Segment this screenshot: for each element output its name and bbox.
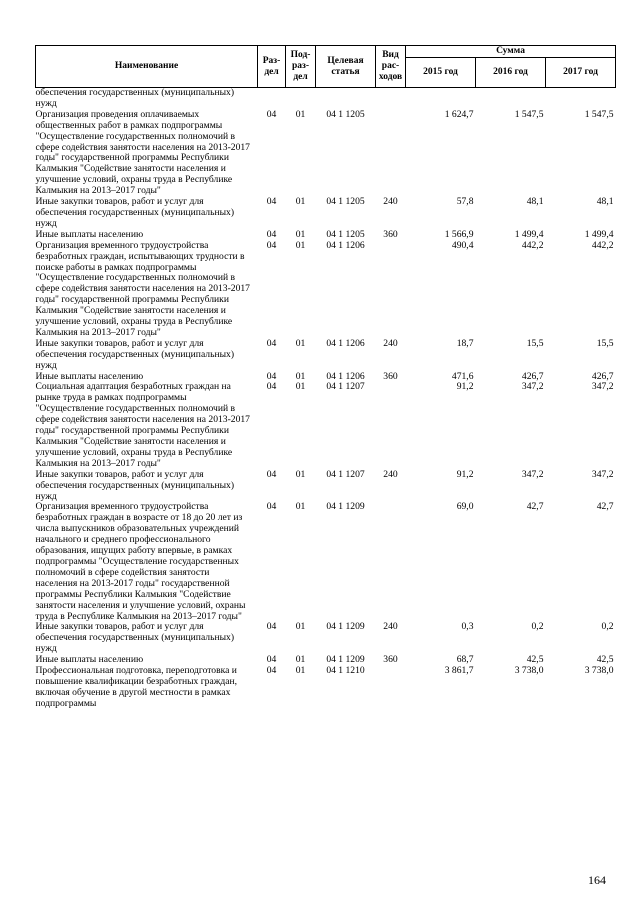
row-name-cell: Иные закупки товаров, работ и услуг для обеспечения государственных (муниципальных) нужд	[35, 468, 235, 502]
row-2015-cell: 1 624,7	[444, 108, 474, 120]
row-2017-cell: 42,7	[596, 501, 614, 513]
header-2016: 2016 год	[476, 58, 546, 88]
row-name-cell: Организация временного трудоустройства безработных граждан в возрасте от 18 до 20 лет из числа выпускников образовательных учреждений начального и среднего профессионального образования, ищущих работу впервые, в рамках подпрограммы "Осуществление государственных полномочий в сфере содействия занятости населения на 2013-2017 годы" государственной программы Республики Калмыкия "Содействие занятости населения и улучшение условий, охраны труда в Республике Калмыкия на 2013–2017 годы"	[35, 501, 246, 622]
row-2015-cell: 69,0	[456, 501, 474, 513]
row-2016-cell: 442,2	[521, 239, 544, 251]
row-section-cell: 04	[266, 654, 277, 666]
row-name-cell: Иные выплаты населению	[35, 654, 144, 666]
row-subsection-cell: 01	[295, 501, 306, 513]
row-expense-type-cell: 360	[383, 228, 398, 240]
row-section-cell: 04	[266, 665, 277, 677]
row-expense-type-cell: 240	[383, 621, 398, 633]
row-2015-cell: 471,6	[451, 370, 474, 382]
row-2016-cell: 42,5	[526, 654, 544, 666]
row-2015-cell: 0,3	[461, 621, 474, 633]
row-expense-type-cell: 240	[383, 468, 398, 480]
row-subsection-cell: 01	[295, 381, 306, 393]
row-expense-type-cell	[376, 88, 406, 110]
header-2017: 2017 год	[546, 58, 616, 88]
row-2016-cell: 347,2	[521, 381, 544, 393]
table-row	[36, 88, 616, 110]
table-row	[36, 470, 616, 503]
row-section-cell	[258, 88, 286, 110]
row-name-cell: Иные закупки товаров, работ и услуг для обеспечения государственных (муниципальных) нужд	[35, 621, 235, 655]
row-name-cell: Иные выплаты населению	[35, 370, 144, 382]
header-target	[316, 46, 376, 88]
row-target-cell: 04 1 1209	[326, 654, 365, 666]
row-2016-cell: 15,5	[526, 337, 544, 349]
row-2017-cell: 442,2	[591, 239, 614, 251]
header-expense-type	[376, 46, 406, 88]
row-2016-cell: 48,1	[526, 196, 544, 208]
row-name-cell: Иные выплаты населению	[35, 228, 144, 240]
row-target-cell: 04 1 1209	[326, 621, 365, 633]
header-target-text: Целевая статья	[327, 55, 364, 77]
table-body	[36, 88, 616, 710]
row-2017-cell	[546, 88, 616, 110]
row-expense-type-cell	[376, 382, 406, 469]
row-expense-type-cell: 240	[383, 196, 398, 208]
header-section	[258, 46, 286, 88]
header-subsection	[286, 46, 316, 88]
row-2015-cell: 490,4	[451, 239, 474, 251]
row-expense-type-cell	[376, 241, 406, 339]
row-subsection-cell: 01	[295, 654, 306, 666]
table-row	[36, 622, 616, 655]
row-expense-type-cell	[376, 110, 406, 197]
row-section-cell: 04	[266, 108, 277, 120]
row-2016-cell: 42,7	[526, 501, 544, 513]
row-2016-cell: 426,7	[521, 370, 544, 382]
row-expense-type-cell	[376, 502, 406, 622]
row-2017-cell: 347,2	[591, 381, 614, 393]
row-subsection-cell: 01	[295, 370, 306, 382]
table-row	[36, 666, 616, 710]
row-subsection-cell: 01	[295, 621, 306, 633]
row-2016-cell: 3 738,0	[514, 665, 544, 677]
row-target-cell: 04 1 1205	[326, 228, 365, 240]
row-2017-cell: 1 547,5	[584, 108, 614, 120]
row-section-cell: 04	[266, 196, 277, 208]
page-number: 164	[588, 873, 606, 887]
header-2015: 2015 год	[406, 58, 476, 88]
budget-table	[35, 45, 616, 710]
row-target-cell: 04 1 1205	[326, 108, 365, 120]
row-section-cell: 04	[266, 621, 277, 633]
row-name-cell: Организация проведения оплачиваемых общественных работ в рамках подпрограммы "Осуществление государственных полномочий в сфере содействия занятости населения на 2013-2017 годы" государственной программы Республики Калмыкия "Содействие занятости населения и улучшение условий, охраны труда в Республике Калмыкия на 2013–2017 годы"	[35, 108, 250, 197]
row-2017-cell: 426,7	[591, 370, 614, 382]
row-2015-cell: 57,8	[456, 196, 474, 208]
table-row	[36, 110, 616, 197]
row-section-cell: 04	[266, 381, 277, 393]
row-section-cell: 04	[266, 337, 277, 349]
row-section-cell: 04	[266, 228, 277, 240]
row-target-cell: 04 1 1207	[326, 468, 365, 480]
header-name: Наименование	[36, 46, 258, 88]
row-2017-cell: 1 499,4	[584, 228, 614, 240]
row-expense-type-cell: 360	[383, 654, 398, 666]
row-2015-cell	[406, 88, 476, 110]
row-2016-cell: 1 499,4	[514, 228, 544, 240]
row-2015-cell: 3 861,7	[444, 665, 474, 677]
table-row	[36, 502, 616, 622]
row-section-cell: 04	[266, 501, 277, 513]
row-2016-cell: 347,2	[521, 468, 544, 480]
row-2015-cell: 18,7	[456, 337, 474, 349]
row-name-cell: Социальная адаптация безработных граждан на рынке труда в рамках подпрограммы "Осуществление государственных полномочий в сфере содействия занятости населения на 2013-2017 годы" государственной программы Республики Калмыкия "Содействие занятости населения и улучшение условий, охраны труда в Республике Калмыкия на 2013–2017 годы"	[35, 381, 250, 469]
row-target-cell	[316, 88, 376, 110]
row-target-cell: 04 1 1206	[326, 337, 365, 349]
row-target-cell: 04 1 1207	[326, 381, 365, 393]
row-target-cell: 04 1 1209	[326, 501, 365, 513]
row-section-cell: 04	[266, 468, 277, 480]
row-2015-cell: 1 566,9	[444, 228, 474, 240]
row-subsection-cell: 01	[295, 108, 306, 120]
row-2017-cell: 48,1	[596, 196, 614, 208]
row-2017-cell: 0,2	[601, 621, 614, 633]
row-subsection-cell: 01	[295, 228, 306, 240]
row-name-cell: Профессиональная подготовка, переподготовка и повышение квалификации безработных граждан, включая обучение в другой местности в рамках подпрограммы	[35, 665, 238, 709]
row-subsection-cell	[286, 88, 316, 110]
row-subsection-cell: 01	[295, 665, 306, 677]
row-name-cell: Организация временного трудоустройства безработных граждан, испытывающих трудности в поиске работы в рамках подпрограммы "Осуществление государственных полномочий в сфере содействия занятости населения на 2013-2017 годы" государственной программы Республики Калмыкия "Содействие занятости населения и улучшение условий, охраны труда в Республике Калмыкия на 2013–2017 годы"	[35, 239, 250, 338]
row-name-cell: Иные закупки товаров, работ и услуг для обеспечения государственных (муниципальных) нужд	[35, 337, 235, 371]
table-header	[36, 46, 616, 88]
row-subsection-cell: 01	[295, 337, 306, 349]
row-2015-cell: 68,7	[456, 654, 474, 666]
header-sum: Сумма	[406, 46, 616, 58]
row-section-cell: 04	[266, 239, 277, 251]
table-row	[36, 241, 616, 339]
row-2017-cell: 3 738,0	[584, 665, 614, 677]
table-row	[36, 382, 616, 469]
row-name-cell: Иные закупки товаров, работ и услуг для обеспечения государственных (муниципальных) нужд	[35, 196, 235, 229]
row-2016-cell: 1 547,5	[514, 108, 544, 120]
row-2017-cell: 347,2	[591, 468, 614, 480]
row-name-cell: обеспечения государственных (муниципальных) нужд	[35, 87, 235, 109]
row-2017-cell: 15,5	[596, 337, 614, 349]
row-2017-cell: 42,5	[596, 654, 614, 666]
table-row	[36, 339, 616, 372]
header-subsection-text: Под- раз- дел	[290, 50, 311, 82]
row-2016-cell: 0,2	[531, 621, 544, 633]
row-expense-type-cell: 240	[383, 337, 398, 349]
row-expense-type-cell	[376, 666, 406, 710]
row-2015-cell: 91,2	[456, 468, 474, 480]
header-expense-type-text: Вид рас- ходов	[378, 50, 403, 82]
header-section-text: Раз- дел	[262, 55, 281, 77]
row-target-cell: 04 1 1205	[326, 196, 365, 208]
row-2016-cell	[476, 88, 546, 110]
row-target-cell: 04 1 1206	[326, 370, 365, 382]
row-expense-type-cell: 360	[383, 370, 398, 382]
row-target-cell: 04 1 1210	[326, 665, 365, 677]
row-subsection-cell: 01	[295, 196, 306, 208]
row-target-cell: 04 1 1206	[326, 239, 365, 251]
row-2015-cell: 91,2	[456, 381, 474, 393]
row-subsection-cell: 01	[295, 468, 306, 480]
row-subsection-cell: 01	[295, 239, 306, 251]
row-section-cell: 04	[266, 370, 277, 382]
table-row	[36, 197, 616, 230]
